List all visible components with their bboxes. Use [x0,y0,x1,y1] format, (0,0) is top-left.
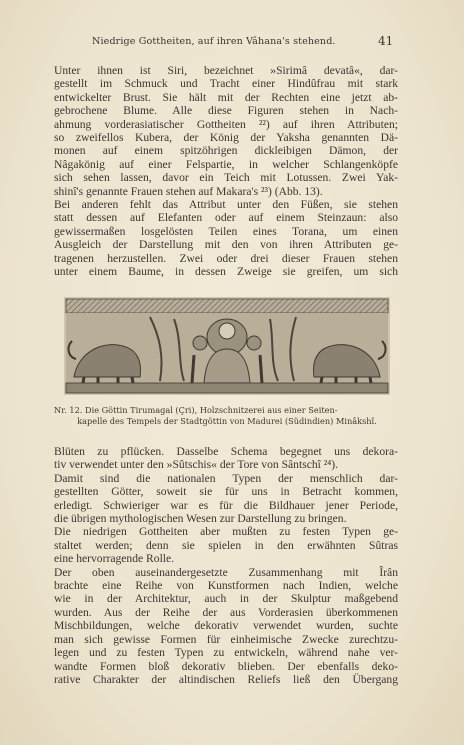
text-line: brachte eine Reihe von Kunstformen nach Indien, welche [54,579,398,593]
text-line: Der oben auseinandergesetzte Zusammenhang mit Îrân [54,565,398,579]
text-line: gebrochene Blume. Alle diese Figuren stehen in Nach- [54,104,398,118]
text-line: statt dessen auf Elefanten oder auf einem Steinzaun: also [54,211,398,225]
text-line: rative Charakter der altindischen Reliefs ließ den Übergang [54,672,398,686]
woodcarving-figure [64,297,390,395]
text-line: entwickelter Brust. Sie hält mit der Rechten eine jetzt ab- [54,90,398,104]
text-line: die übrigen mythologischen Wesen zur Darstellung zu bringen. [54,512,347,526]
text-line: staltet werden; denn sie spielen in den erwähnten Sûtras [54,538,398,552]
text-line: wie in der Architektur, auch in der Skulptur maßgebend [54,592,398,606]
text-line: Mischbildungen, welche dekorativ verwendet wurden, suchte [54,619,398,633]
page-number: 41 [378,34,394,48]
text-line: gestellt im Schmuck und Tracht einer Hindûfrau mit stark [54,77,398,91]
text-line: legen und zu festen Typen zu entwickeln, während nahe ver- [54,646,398,660]
figure-caption [54,405,400,427]
text-line: ahmung vorderasiatischer Gottheiten ²²) auf ihren Attributen; [54,117,398,131]
running-header [0,36,464,52]
text-line: unter einem Baume, in dessen Zweige sie greifen, um sich [54,265,398,279]
text-line: wurden. Aus der Reihe der aus Vorderasien überkommenen [54,605,398,619]
text-line: gewissermaßen losgelösten Teilen eines Torana, um einen [54,224,398,238]
text-line: so zweifellos Kubera, der König der Yaksha genannten Dä- [54,131,398,145]
text-line: tragenen herzustellen. Zwei oder drei dieser Frauen stehen [54,251,398,265]
text-line: man sich gewisse Formen für einheimische Zwecke zurechtzu- [54,632,398,646]
text-line: Die niedrigen Gottheiten aber mußten zu festen Typen ge- [54,525,398,539]
text-line: erledigt. Schwieriger war es für die Bildhauer jener Periode, [54,498,398,512]
text-line: monen auf einem spitzöhrigen dickleibigen Dämon, der [54,144,398,158]
caption-line-2: kapelle des Tempels der Stadtgöttin von Madurei (Südindien) Minâkshî. [77,416,377,426]
caption-line-1: Nr. 12. Die Göttin Tirumagal (Çri), Holzschnitzerei aus einer Seiten- [54,405,338,415]
text-line: eine hervorragende Rolle. [54,552,175,566]
body-text-top [54,64,398,279]
text-line: wandte Formen bloß dekorativ blieben. Der ebenfalls deko- [54,659,398,673]
text-line: Nâgakönig auf einer Felspartie, in welcher Schlangenköpfe [54,157,398,171]
text-line: shinî's genannte Frauen stehen auf Makara's ²³) (Abb. 13). [54,184,323,198]
body-text-bottom [54,445,398,686]
running-title: Niedrige Gottheiten, auf ihren Vâhana's stehend. [92,36,336,47]
text-line: tiv verwendet unter den »Sûtschis« der Tore von Sântschî ²⁴). [54,458,339,472]
text-line: sich sehen lassen, davor ein Teich mit Lotussen. Zwei Yak- [54,171,398,185]
text-line: Ausgleich der Darstellung mit den von ihren Attributen ge- [54,238,398,252]
text-line: Damit sind die nationalen Typen der menschlich dar- [54,471,398,485]
text-line: Blüten zu pflücken. Dasselbe Schema begegnet uns dekora- [54,445,398,458]
text-line: Unter ihnen ist Siri, bezeichnet »Sirimâ devatâ«, dar- [54,64,398,77]
text-line: gestellten Götter, soweit sie für uns in Betracht kommen, [54,485,398,499]
text-line: Bei anderen fehlt das Attribut unter den Füßen, sie stehen [54,198,398,212]
